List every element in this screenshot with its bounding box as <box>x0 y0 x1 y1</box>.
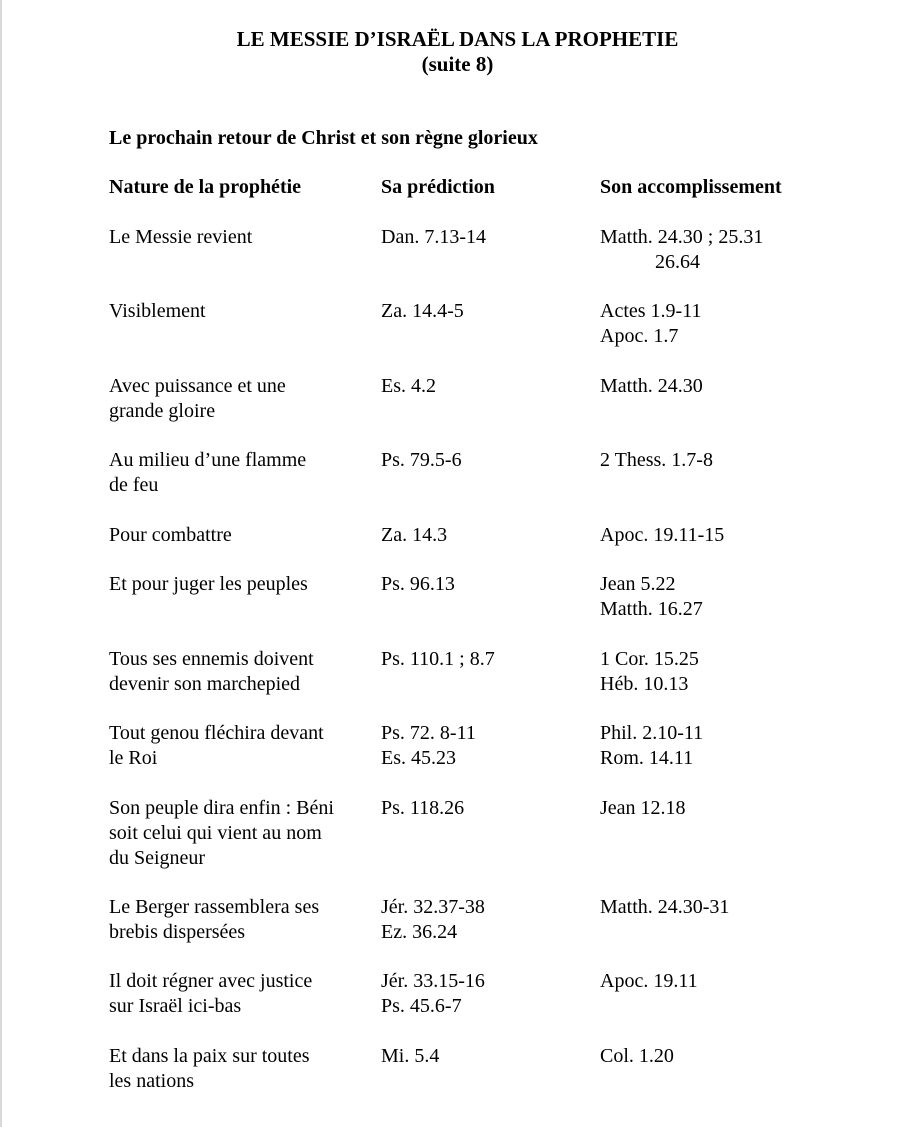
nature-cell: Visiblement <box>109 300 206 322</box>
nature-cell: Le Messie revient <box>109 226 253 248</box>
prediction-cell: Ps. 96.13 <box>381 573 455 595</box>
prediction-cell: Ps. 110.1 ; 8.7 <box>381 648 495 670</box>
nature-cell: Au milieu d’une flamme de feu <box>109 449 307 496</box>
page-title: LE MESSIE D’ISRAËL DANS LA PROPHETIE <box>236 27 679 51</box>
prediction-cell: Jér. 32.37-38 Ez. 36.24 <box>381 896 485 943</box>
accomplissement-cell: Apoc. 19.11 <box>600 970 698 992</box>
accomplissement-cell: Actes 1.9-11 Apoc. 1.7 <box>600 300 702 347</box>
accomplissement-cell: 1 Cor. 15.25 Héb. 10.13 <box>600 648 699 695</box>
prediction-cell: Es. 4.2 <box>381 375 436 397</box>
accomplissement-cell: Jean 12.18 <box>600 797 686 819</box>
nature-cell: Avec puissance et une grande gloire <box>109 375 286 422</box>
page-title-suffix: (suite 8) <box>421 52 494 76</box>
column-header-prediction: Sa prédiction <box>381 176 495 198</box>
nature-cell: Et dans la paix sur toutes les nations <box>109 1045 310 1092</box>
column-header-nature: Nature de la prophétie <box>109 176 302 198</box>
accomplissement-cell: Apoc. 19.11-15 <box>600 524 725 546</box>
section-title: Le prochain retour de Christ et son règne glorieux <box>109 127 538 149</box>
prediction-cell: Dan. 7.13-14 <box>381 226 486 248</box>
column-header-accomplissement: Son accomplissement <box>600 176 782 198</box>
prediction-cell: Za. 14.4-5 <box>381 300 464 322</box>
prediction-cell: Ps. 118.26 <box>381 797 465 819</box>
nature-cell: Tout genou fléchira devant le Roi <box>109 722 324 769</box>
accomplissement-cell: Matth. 24.30 <box>600 375 703 397</box>
accomplissement-cell: Phil. 2.10-11 Rom. 14.11 <box>600 722 704 769</box>
prediction-cell: Ps. 79.5-6 <box>381 449 462 471</box>
nature-cell: Pour combattre <box>109 524 232 546</box>
nature-cell: Le Berger rassemblera ses brebis dispersées <box>109 896 320 943</box>
prediction-cell: Mi. 5.4 <box>381 1045 440 1067</box>
accomplissement-cell: Jean 5.22 Matth. 16.27 <box>600 573 703 620</box>
nature-cell: Son peuple dira enfin : Béni soit celui qui vient au nom du Seigneur <box>109 797 334 869</box>
nature-cell: Il doit régner avec justice sur Israël ici-bas <box>109 970 313 1017</box>
nature-cell: Et pour juger les peuples <box>109 573 308 595</box>
accomplissement-cell: Col. 1.20 <box>600 1045 674 1067</box>
page-edge-line <box>0 0 2 1127</box>
nature-cell: Tous ses ennemis doivent devenir son marchepied <box>109 648 314 695</box>
prediction-cell: Ps. 72. 8-11 Es. 45.23 <box>381 722 476 769</box>
accomplissement-cell: 2 Thess. 1.7-8 <box>600 449 713 471</box>
accomplissement-cell: Matth. 24.30 ; 25.31 26.64 <box>600 226 764 273</box>
prediction-cell: Jér. 33.15-16 Ps. 45.6-7 <box>381 970 485 1017</box>
prediction-cell: Za. 14.3 <box>381 524 448 546</box>
accomplissement-cell: Matth. 24.30-31 <box>600 896 730 918</box>
